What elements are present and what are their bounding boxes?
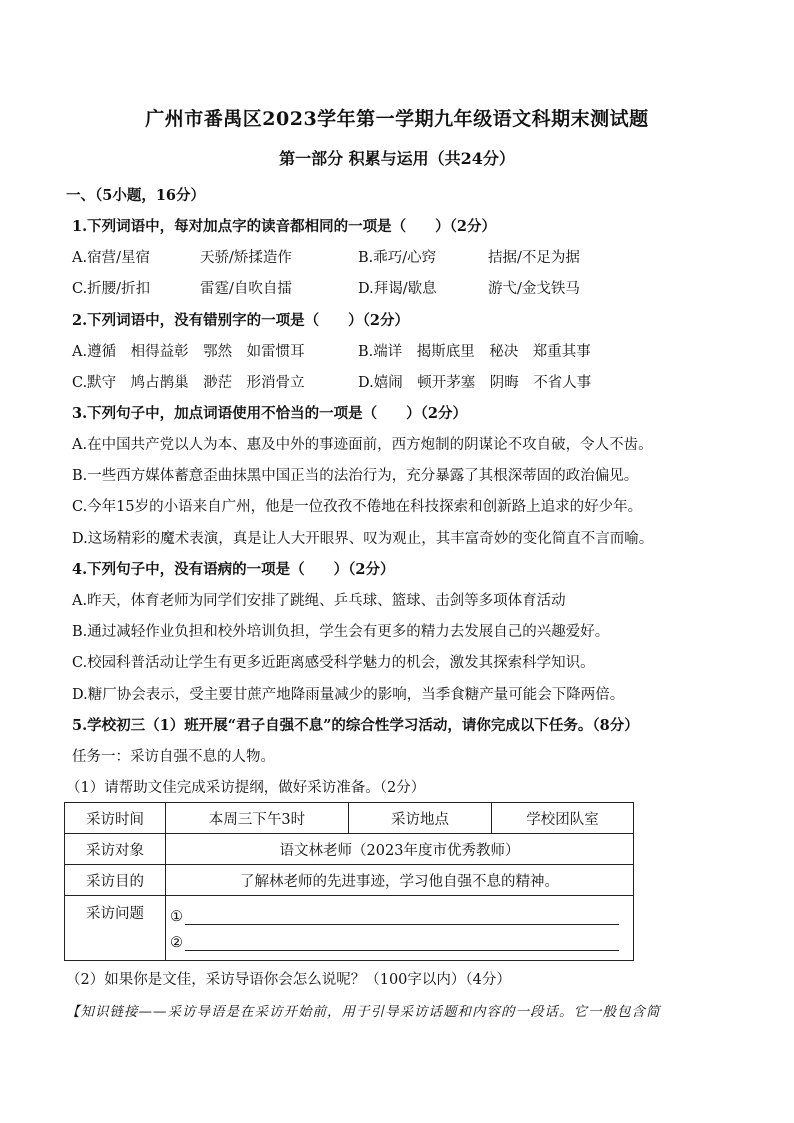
q5-task1: 任务一：采访自强不息的人物。 [72,749,275,765]
question-mark-1: ① [170,909,183,925]
q3-option-a: A.在中国共产党以人为本、惠及中外的事迹面前，西方炮制的阴谋论不攻自破，令人不齿。 [72,437,653,453]
interview-outline-table [64,802,634,961]
question-mark-2: ② [170,935,183,951]
q1-option-c-part2: 雷霆/自吹自擂 [200,281,292,297]
time-label: 采访时间 [65,803,166,834]
q5-subquestion-1: （1）请帮助文佳完成采访提纲，做好采访准备。（2分） [66,780,426,796]
table-row [65,803,634,834]
question-label: 采访问题 [65,896,166,961]
part-subtitle: 第一部分 积累与运用（共24分） [279,149,515,168]
section-heading: 一、（5小题，16分） [66,187,206,204]
q1-option-b-part2: 拮据/不足为据 [488,250,580,266]
target-label: 采访对象 [65,834,166,865]
question-answer-area[interactable] [166,896,634,961]
time-value: 本周三下午3时 [166,803,349,834]
table-row [65,834,634,865]
q1-option-a-part2: 天骄/矫揉造作 [200,250,292,266]
q3-option-d: D.这场精彩的魔术表演，真是让人大开眼界、叹为观止，其丰富奇妙的变化简直不言而喻。 [72,531,654,547]
q2-option-c: C.默守 鸠占鹊巢 渺茫 形消骨立 [72,375,305,391]
question-line-2[interactable] [170,925,629,951]
q3-option-b: B.一些西方媒体蓄意歪曲抹黑中国正当的法治行为，充分暴露了其根深蒂固的政治偏见。 [72,468,639,484]
q4-stem: 4.下列句子中，没有语病的一项是（ ）（2分） [72,561,395,578]
q1-option-d-part2: 游弋/金戈铁马 [488,281,580,297]
target-value: 语文林老师（2023年度市优秀教师） [166,834,634,865]
q5-stem: 5.学校初三（1）班开展“君子自强不息”的综合性学习活动，请你完成以下任务。（8分） [72,717,639,734]
exam-title: 广州市番禺区2023学年第一学期九年级语文科期末测试题 [145,108,649,130]
q2-stem: 2.下列词语中，没有错别字的一项是（ ）（2分） [72,312,409,329]
question-line-1[interactable] [170,899,629,925]
table-row [65,896,634,961]
q3-option-c: C.今年15岁的小语来自广州，他是一位孜孜不倦地在科技探索和创新路上追求的好少年。 [72,499,643,515]
q2-option-d: D.嬉闹 顿开茅塞 阴晦 不省人事 [358,375,592,391]
q4-option-d: D.糖厂协会表示，受主要甘蔗产地降雨量减少的影响，当季食糖产量可能会下降两倍。 [72,687,625,703]
place-value: 学校团队室 [492,803,634,834]
knowledge-link-note: 【知识链接——采访导语是在采访开始前，用于引导采访话题和内容的一段话。它一般包含简 [66,1004,661,1020]
q1-option-b-part1: B.乖巧/心窍 [358,250,437,266]
q2-option-b: B.端详 揭斯底里 秘决 郑重其事 [358,344,591,360]
table-row [65,865,634,896]
q1-option-a-part1: A.宿营/星宿 [72,250,150,266]
q1-option-d-part1: D.拜谒/歇息 [358,281,437,297]
q4-option-b: B.通过减轻作业负担和校外培训负担，学生会有更多的精力去发展自己的兴趣爱好。 [72,624,610,640]
place-label: 采访地点 [349,803,492,834]
q1-option-c-part1: C.折腰/折扣 [72,281,151,297]
q1-stem: 1.下列词语中，每对加点字的读音都相同的一项是（ ）（2分） [72,218,496,235]
purpose-label: 采访目的 [65,865,166,896]
q5-subquestion-2: （2）如果你是文佳，采访导语你会怎么说呢？（100字以内）（4分） [66,972,511,988]
q4-option-a: A.昨天，体育老师为同学们安排了跳绳、乒乓球、篮球、击剑等多项体育活动 [72,593,566,609]
q2-option-a: A.遵循 相得益彰 鄂然 如雷惯耳 [72,344,305,360]
q3-stem: 3.下列句子中，加点词语使用不恰当的一项是（ ）（2分） [72,405,467,422]
purpose-value: 了解林老师的先进事迹，学习他自强不息的精神。 [166,865,634,896]
q4-option-c: C.校园科普活动让学生有更多近距离感受科学魅力的机会，激发其探索科学知识。 [72,655,595,671]
